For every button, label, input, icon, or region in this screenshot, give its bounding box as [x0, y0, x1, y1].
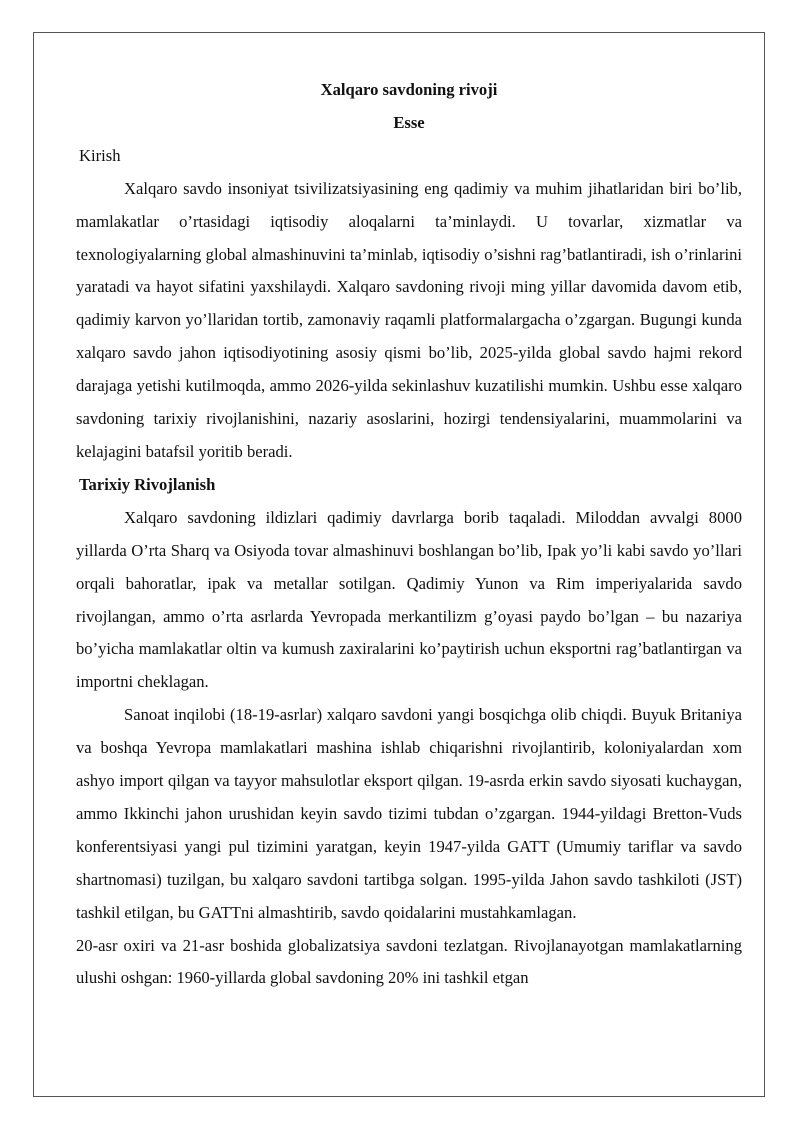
history-paragraph-1: Xalqaro savdoning ildizlari qadimiy davrlarga borib taqaladi. Miloddan avvalgi 8000 yillarda O’rta Sharq va Osiyoda tovar almashinuvi boshlangan bo’lib, Ipak yo’li kabi savdo yo’llari orqali bahoratlar, ipak va metallar sotilgan. Qadimiy Yunon va Rim imperiyalarida savdo rivojlangan, ammo o’rta asrlarda Yevropada merkantilizm g’oyasi paydo bo’lgan – bu nazariya bo’yicha mamlakatlar oltin va kumush zaxiralarini ko’paytirish uchun eksportni rag’batlantirgan va importni cheklagan. — [76, 507, 742, 692]
document-body — [76, 74, 742, 995]
history-paragraph-2: Sanoat inqilobi (18-19-asrlar) xalqaro savdoni yangi bosqichga olib chiqdi. Buyuk Britaniya va boshqa Yevropa mamlakatlari mashina ishlab chiqarishni rivojlantirib, koloniyalardan xom ashyo import qilgan va tayyor mahsulotlar eksport qilgan. 19-asrda erkin savdo siyosati kuchaygan, ammo Ikkinchi jahon urushidan keyin savdo tizimi tubdan o’zgargan. 1944-yildagi Bretton-Vuds konferentsiyasi yangi pul tizimini yaratgan, keyin 1947-yilda GATT (Umumiy tariflar va savdo shartnomasi) tuzilgan, bu xalqaro savdoni tartibga solgan. 1995-yilda Jahon savdo tashkiloti (JST) tashkil etilgan, bu GATTni almashtirib, savdo qoidalarini mustahkamlagan. — [76, 705, 742, 922]
section-heading-intro: Kirish — [79, 145, 121, 165]
document-title: Xalqaro savdoning rivoji — [320, 80, 498, 99]
intro-paragraph: Xalqaro savdo insoniyat tsivilizatsiyasining eng qadimiy va muhim jihatlaridan biri bo’lib, mamlakatlar o’rtasidagi iqtisodiy aloqalarni ta’minlaydi. U tovarlar, xizmatlar va texnologiyalarning global almashinuvini ta’minlab, iqtisodiy o’sishni rag’batlantiradi, ish o’rinlarini yaratadi va hayot sifatini yaxshilaydi. Xalqaro savdoning rivoji ming yillar davomida davom etib, qadimiy karvon yo’llaridan tortib, zamonaviy raqamli platformalargacha o’zgargan. Bugungi kunda xalqaro savdo jahon iqtisodiyotining asosiy qismi bo’lib, 2025-yilda global savdo hajmi rekord darajaga yetishi kutilmoqda, ammo 2026-yilda sekinlashuv kuzatilishi mumkin. Ushbu esse xalqaro savdoning tarixiy rivojlanishini, nazariy asoslarini, hozirgi tendensiyalarini, muammolarini va kelajagini batafsil yoritib beradi. — [76, 178, 742, 461]
section-heading-history: Tarixiy Rivojlanish — [79, 474, 216, 494]
history-paragraph-3: 20-asr oxiri va 21-asr boshida globalizatsiya savdoni tezlatgan. Rivojlanayotgan mamlakatlarning ulushi oshgan: 1960-yillarda global savdoning 20% ini tashkil etgan — [76, 935, 742, 988]
document-subtitle: Esse — [393, 112, 425, 132]
